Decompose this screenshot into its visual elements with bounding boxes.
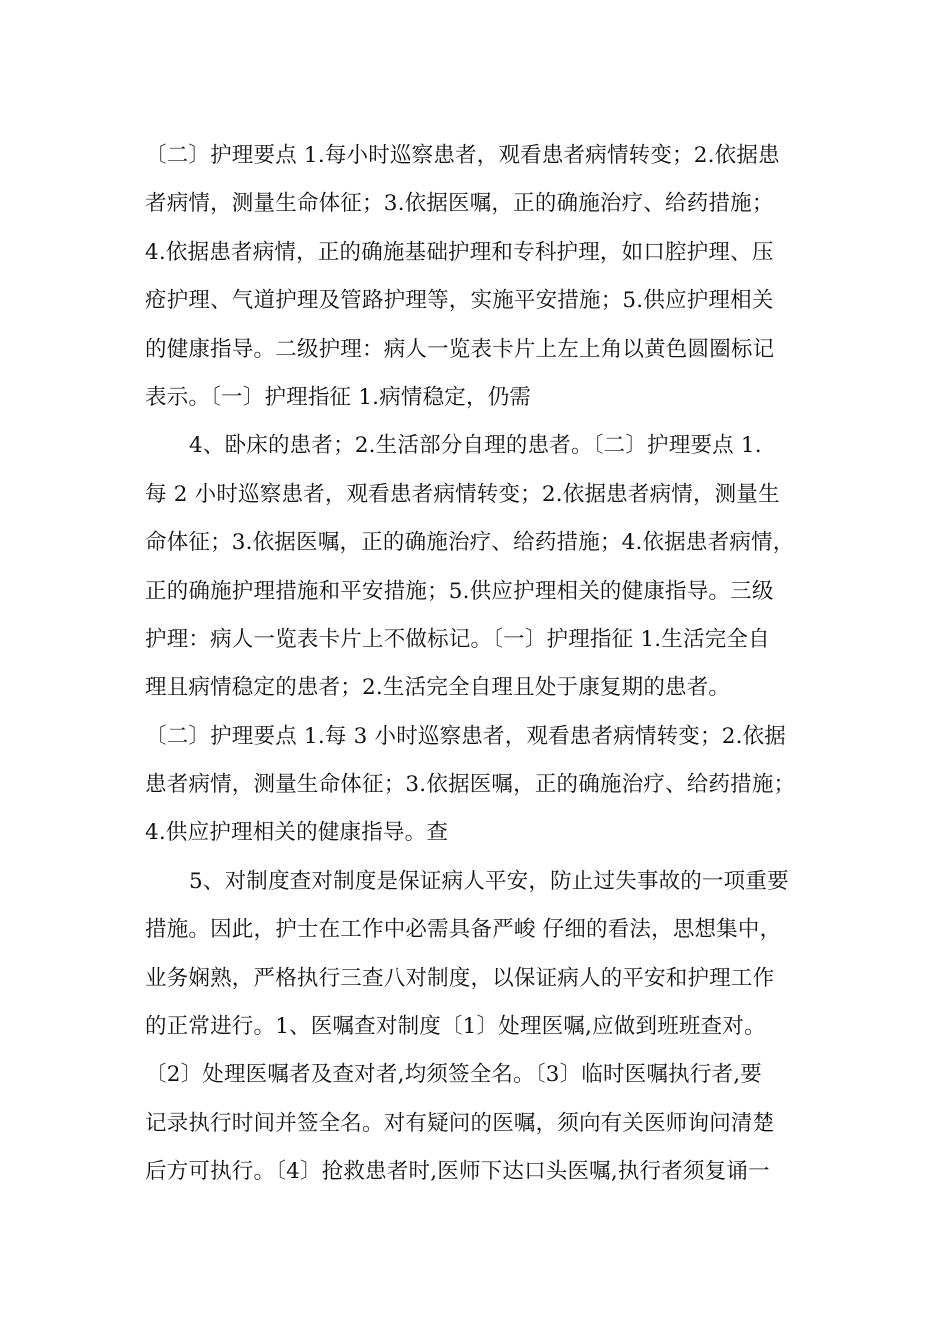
paragraph-nursing-points [145, 132, 810, 422]
text-line: 疮护理、气道护理及管路护理等，实施平安措施；5.供应护理相关 [145, 288, 774, 314]
text-line: 措施。因此，护士在工作中必需具备严峻 仔细的看法，思想集中， [145, 917, 782, 943]
text-line: 护理：病人一览表卡片上不做标记。〔一〕护理指征 1.生活完全自 [145, 626, 770, 652]
paragraph-verification-system [145, 858, 810, 1197]
paragraph-level-care [145, 422, 810, 858]
text-line: 的健康指导。二级护理：病人一览表卡片上左上角以黄色圆圈标记 [145, 336, 775, 362]
text-line: 命体征；3.依据医嘱，正的确施治疗、给药措施；4.依据患者病情， [145, 530, 795, 556]
text-line: 5、对制度查对制度是保证病人平安，防止过失事故的一项重要 [189, 868, 789, 894]
text-line: 表示。〔一〕护理指征 1.病情稳定，仍需 [145, 384, 532, 410]
text-line: 正的确施护理措施和平安措施；5.供应护理相关的健康指导。三级 [145, 578, 774, 604]
text-line: 后方可执行。〔4〕抢救患者时,医师下达口头医嘱,执行者须复诵一 [145, 1159, 770, 1185]
text-line: 理且病情稳定的患者；2.生活完全自理且处于康复期的患者。 [145, 675, 731, 701]
text-line: 〔二〕护理要点 1.每小时巡察患者，观看患者病情转变；2.依据患 [145, 143, 780, 168]
text-line: 〔二〕护理要点 1.每 3 小时巡察患者，观看患者病情转变；2.依据 [145, 723, 787, 749]
body-text [145, 132, 810, 1197]
text-line: 记录执行时间并签全名。对有疑问的医嘱，须向有关医师询问清楚 [145, 1110, 775, 1136]
text-line: 4.依据患者病情，正的确施基础护理和专科护理，如口腔护理、压 [145, 239, 774, 265]
text-line: 每 2 小时巡察患者，观看患者病情转变；2.依据患者病情，测量生 [145, 481, 780, 507]
text-line: 的正常进行。1、医嘱查对制度〔1〕处理医嘱,应做到班班查对。 [145, 1014, 766, 1040]
text-line: 4、卧床的患者；2.生活部分自理的患者。〔二〕护理要点 1. [189, 433, 762, 459]
text-line: 者病情，测量生命体征；3.依据医嘱，正的确施治疗、给药措施； [145, 191, 774, 217]
text-line: 〔2〕处理医嘱者及查对者,均须签全名。〔3〕临时医嘱执行者,要 [145, 1062, 762, 1088]
text-line: 业务娴熟，严格执行三查八对制度，以保证病人的平安和护理工作 [145, 965, 775, 991]
text-line: 患者病情，测量生命体征；3.依据医嘱，正的确施治疗、给药措施； [145, 772, 796, 798]
text-line: 4.供应护理相关的健康指导。查 [145, 820, 449, 846]
